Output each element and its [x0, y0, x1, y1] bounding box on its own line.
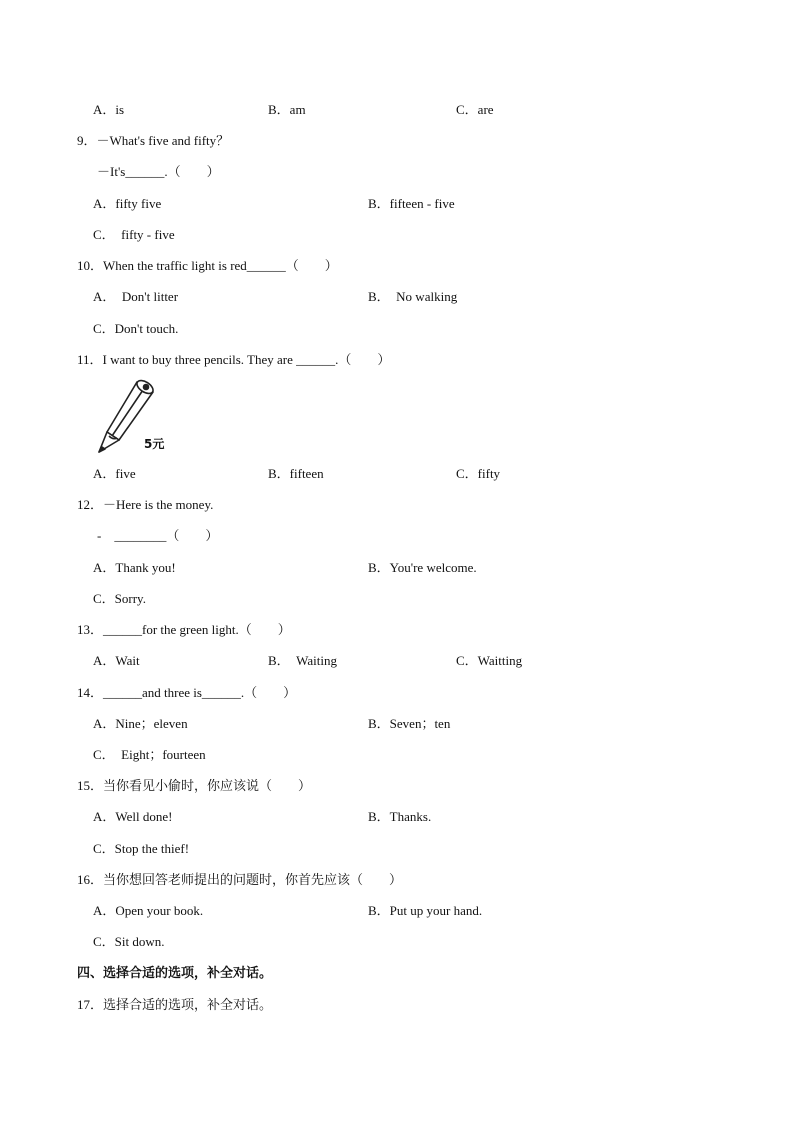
pencil-image — [93, 376, 173, 456]
q9-option-b: B．fifteen - five — [368, 196, 455, 211]
q13-stem: 13．______for the green light.（ ） — [77, 622, 291, 637]
q15-option-b: B．Thanks. — [368, 809, 432, 824]
q14-option-a: A．Nine；eleven — [93, 716, 188, 731]
q17-stem: 17．选择合适的选项，补全对话。 — [77, 997, 273, 1012]
q12-option-b: B．You're welcome. — [368, 560, 477, 575]
q16-option-a: A．Open your book. — [93, 903, 204, 918]
q8-option-b: B．am — [268, 102, 306, 117]
q11-option-c: C．fifty — [456, 466, 501, 481]
q9-stem: 9．－What's five and fifty？ — [77, 133, 230, 148]
q15-stem: 15．当你看见小偷时，你应该说（ ） — [77, 778, 312, 793]
q16-stem: 16．当你想回答老师提出的问题时，你首先应该（ ） — [77, 872, 403, 887]
q14-option-b: B．Seven；ten — [368, 716, 451, 731]
q10-stem: 10．When the traffic light is red______（ ） — [77, 258, 338, 273]
q11-option-a: A．five — [93, 466, 136, 481]
q12-stem: 12．－Here is the money. — [77, 497, 214, 512]
q8-option-a: A．is — [93, 102, 125, 117]
q16-option-c: C．Sit down. — [93, 934, 165, 949]
price-label: 5元 — [144, 437, 165, 451]
q16-option-b: B．Put up your hand. — [368, 903, 483, 918]
q12-option-a: A．Thank you! — [93, 560, 176, 575]
q9-option-a: A．fifty five — [93, 196, 162, 211]
q13-option-b: B． Waiting — [268, 653, 338, 668]
q10-option-a: A． Don't litter — [93, 289, 179, 304]
q9-option-c: C． fifty - five — [93, 227, 175, 242]
q12-answer-line: - ________（ ） — [97, 528, 219, 543]
q15-option-a: A．Well done! — [93, 809, 173, 824]
q8-option-c: C．are — [456, 102, 494, 117]
section-heading: 四、选择合适的选项，补全对话。 — [77, 965, 273, 980]
q13-option-a: A．Wait — [93, 653, 140, 668]
q14-stem: 14．______and three is______.（ ） — [77, 685, 297, 700]
q14-option-c: C． Eight；fourteen — [93, 747, 206, 762]
q10-option-c: C．Don't touch. — [93, 321, 179, 336]
q11-stem: 11．I want to buy three pencils. They are ______.（ ） — [77, 352, 391, 367]
q12-option-c: C．Sorry. — [93, 591, 146, 606]
q15-option-c: C．Stop the thief! — [93, 841, 190, 856]
q9-answer-line: －It's______.（ ） — [97, 164, 220, 179]
q11-option-b: B．fifteen — [268, 466, 324, 481]
q13-option-c: C．Waitting — [456, 653, 523, 668]
q10-option-b: B． No walking — [368, 289, 458, 304]
